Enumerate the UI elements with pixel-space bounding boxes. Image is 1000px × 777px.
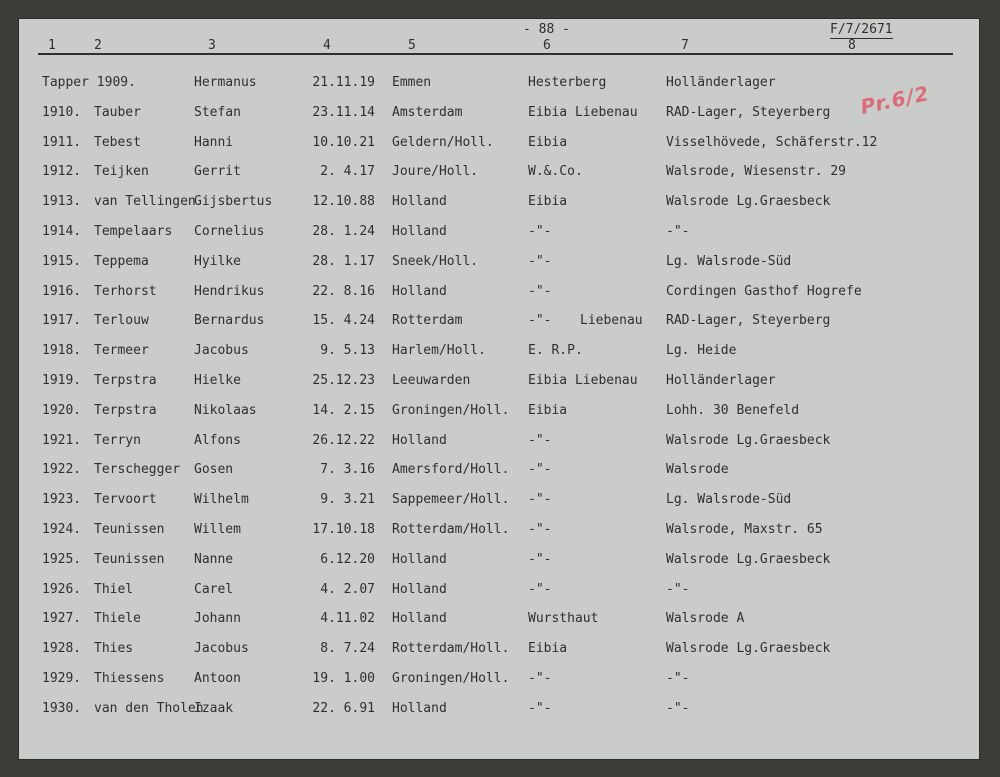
given-name: Jacobus: [194, 343, 249, 359]
birth-date: 14. 2.15: [312, 402, 375, 418]
page-number: - 88 -: [523, 22, 570, 37]
lodging: Walsrode: [666, 462, 729, 478]
birth-place: Harlem/Holl.: [392, 343, 486, 359]
column-number: 8: [848, 38, 856, 53]
birth-place: Holland: [392, 581, 447, 597]
lodging: Walsrode A: [666, 611, 745, 627]
lodging: Holländerlager: [666, 373, 776, 388]
birth-date: 4.11.02: [320, 611, 375, 627]
birth-date: 21.11.19: [312, 75, 375, 90]
birth-place: Holland: [392, 611, 447, 627]
table-row: [18, 641, 980, 661]
column-number: 5: [408, 38, 416, 53]
row-number: 1921.: [42, 432, 82, 448]
employer: Eibia: [528, 641, 568, 657]
birth-date: 22. 8.16: [312, 283, 375, 299]
birth-date: 17.10.18: [312, 522, 375, 537]
lodging: RAD-Lager, Steyerberg: [666, 104, 831, 120]
row-number: 1915.: [42, 253, 82, 269]
birth-date: 22. 6.91: [312, 700, 375, 716]
employer: -"-: [528, 492, 552, 508]
birth-place: Geldern/Holl.: [392, 134, 494, 150]
given-name: Izaak: [194, 700, 234, 716]
employer: Eibia Liebenau: [528, 104, 638, 120]
employer: Wursthaut: [528, 611, 599, 627]
birth-date: 9. 3.21: [320, 492, 375, 508]
birth-place: Groningen/Holl.: [392, 402, 510, 418]
given-name: Hielke: [194, 373, 241, 388]
birth-date: 23.11.14: [312, 104, 375, 120]
birth-place: Sappemeer/Holl.: [392, 492, 510, 508]
employer: -"-: [528, 313, 552, 329]
table-row: [18, 313, 980, 333]
surname: Terschegger: [94, 462, 181, 478]
table-row: [18, 75, 980, 95]
employer: -"-: [528, 462, 552, 478]
birth-place: Rotterdam/Holl.: [392, 641, 510, 657]
column-number: 6: [543, 38, 551, 53]
birth-place: Amsterdam: [392, 104, 463, 120]
surname: Terpstra: [94, 402, 157, 418]
employer: W.&.Co.: [528, 164, 583, 180]
table-row: [18, 224, 980, 244]
column-number: 3: [208, 38, 216, 53]
table-row: [18, 284, 980, 304]
table-row: [18, 522, 980, 542]
given-name: Hanni: [194, 134, 234, 150]
table-row: [18, 135, 980, 155]
table-row: [18, 701, 980, 721]
birth-place: Joure/Holl.: [392, 164, 479, 180]
row-number: 1924.: [42, 522, 82, 537]
row-number: 1922.: [42, 462, 82, 478]
birth-date: 4. 2.07: [320, 581, 375, 597]
employer: -"-: [528, 581, 552, 597]
row-number: 1927.: [42, 611, 82, 627]
row-number: 1916.: [42, 283, 82, 299]
lodging: Walsrode Lg.Graesbeck: [666, 551, 831, 567]
lodging: Walsrode, Wiesenstr. 29: [666, 164, 847, 180]
birth-place: Holland: [392, 194, 447, 210]
employer: Eibia Liebenau: [528, 373, 638, 388]
surname: Teunissen: [94, 551, 165, 567]
column-number: 2: [94, 38, 102, 53]
birth-date: 2. 4.17: [320, 164, 375, 180]
birth-place: Sneek/Holl.: [392, 253, 479, 269]
birth-date: 28. 1.24: [312, 224, 375, 239]
row-number: 1911.: [42, 134, 82, 150]
column-number: 1: [48, 38, 56, 53]
table-row: [18, 105, 980, 125]
employer: E. R.P.: [528, 343, 583, 359]
row-number: 1929.: [42, 671, 82, 686]
birth-date: 25.12.23: [312, 373, 375, 388]
row-number: 1913.: [42, 194, 82, 210]
surname: Terlouw: [94, 313, 149, 329]
row-number: 1912.: [42, 164, 82, 180]
employer: -"-: [528, 551, 552, 567]
birth-place: Groningen/Holl.: [392, 671, 510, 686]
column-number: 7: [681, 38, 689, 53]
lodging: -"-: [666, 581, 690, 597]
given-name: Nanne: [194, 551, 234, 567]
given-name: Stefan: [194, 104, 241, 120]
given-name: Antoon: [194, 671, 241, 686]
surname: Thiele: [94, 611, 141, 627]
surname: Terhorst: [94, 283, 157, 299]
row-number: 1928.: [42, 641, 82, 657]
given-name: Bernardus: [194, 313, 265, 329]
row-number: 1925.: [42, 551, 82, 567]
lodging: Lg. Walsrode-Süd: [666, 253, 792, 269]
employer-location: Liebenau: [580, 313, 643, 329]
table-row: [18, 671, 980, 691]
lodging: Lg. Heide: [666, 343, 737, 359]
surname: Teunissen: [94, 522, 165, 537]
row-number: 1914.: [42, 224, 82, 239]
table-row: [18, 194, 980, 214]
birth-place: Holland: [392, 432, 447, 448]
row-number: 1919.: [42, 373, 82, 388]
row-number: 1910.: [42, 104, 82, 120]
employer: Hesterberg: [528, 75, 607, 90]
row-number: 1920.: [42, 402, 82, 418]
birth-place: Emmen: [392, 75, 432, 90]
lodging: Walsrode Lg.Graesbeck: [666, 194, 831, 210]
employer: -"-: [528, 283, 552, 299]
surname: Termeer: [94, 343, 149, 359]
birth-date: 26.12.22: [312, 432, 375, 448]
given-name: Wilhelm: [194, 492, 249, 508]
table-row: [18, 403, 980, 423]
employer: -"-: [528, 700, 552, 716]
surname: Thiel: [94, 581, 134, 597]
given-name: Gosen: [194, 462, 234, 478]
surname: Terryn: [94, 432, 141, 448]
document-page: [18, 18, 980, 760]
given-name: Gerrit: [194, 164, 241, 180]
birth-place: Holland: [392, 700, 447, 716]
given-name: Johann: [194, 611, 241, 627]
given-name: Hyilke: [194, 253, 241, 269]
surname: Tervoort: [94, 492, 157, 508]
lodging: Lohh. 30 Benefeld: [666, 402, 800, 418]
lodging: Holländerlager: [666, 75, 776, 90]
surname: van Tellingen: [94, 194, 196, 210]
birth-place: Rotterdam/Holl.: [392, 522, 510, 537]
given-name: Hermanus: [194, 75, 257, 90]
given-name: Nikolaas: [194, 402, 257, 418]
lodging: Walsrode Lg.Graesbeck: [666, 432, 831, 448]
given-name: Gijsbertus: [194, 194, 273, 210]
table-row: [18, 582, 980, 602]
birth-place: Leeuwarden: [392, 373, 471, 388]
surname: Tempelaars: [94, 224, 173, 239]
given-name: Carel: [194, 581, 234, 597]
lodging: -"-: [666, 671, 690, 686]
row-number: 1918.: [42, 343, 82, 359]
birth-place: Rotterdam: [392, 313, 463, 329]
lodging: Visselhövede, Schäferstr.12: [666, 134, 878, 150]
employer: -"-: [528, 224, 552, 239]
row-number: 1923.: [42, 492, 82, 508]
birth-date: 9. 5.13: [320, 343, 375, 359]
given-name: Willem: [194, 522, 241, 537]
birth-date: 12.10.88: [312, 194, 375, 210]
surname: Teppema: [94, 253, 149, 269]
birth-date: 7. 3.16: [320, 462, 375, 478]
surname: Teijken: [94, 164, 149, 180]
header-rule: [38, 53, 953, 55]
lodging: -"-: [666, 700, 690, 716]
surname: Terpstra: [94, 373, 157, 388]
table-row: [18, 552, 980, 572]
surname: van den Tholen: [94, 700, 204, 716]
column-number: 4: [323, 38, 331, 53]
birth-place: Holland: [392, 551, 447, 567]
employer: -"-: [528, 432, 552, 448]
reference-number: F/7/2671: [830, 22, 893, 37]
table-row: [18, 462, 980, 482]
given-name: Cornelius: [194, 224, 265, 239]
birth-date: 19. 1.00: [312, 671, 375, 686]
given-name: Alfons: [194, 432, 241, 448]
table-row: [18, 254, 980, 274]
lodging: Lg. Walsrode-Süd: [666, 492, 792, 508]
employer: Eibia: [528, 134, 568, 150]
employer: -"-: [528, 522, 552, 537]
row-number: 1930.: [42, 700, 82, 716]
birth-date: 15. 4.24: [312, 313, 375, 329]
lodging: Walsrode Lg.Graesbeck: [666, 641, 831, 657]
table-row: [18, 611, 980, 631]
surname: Tebest: [94, 134, 141, 150]
lodging: -"-: [666, 224, 690, 239]
lodging: Walsrode, Maxstr. 65: [666, 522, 823, 537]
employer: Eibia: [528, 402, 568, 418]
table-row: [18, 373, 980, 393]
row-number: Tapper 1909.: [42, 75, 136, 90]
given-name: Jacobus: [194, 641, 249, 657]
row-number: 1917.: [42, 313, 82, 329]
surname: Thiessens: [94, 671, 165, 686]
row-number: 1926.: [42, 581, 82, 597]
table-row: [18, 492, 980, 512]
employer: -"-: [528, 253, 552, 269]
table-row: [18, 433, 980, 453]
employer: Eibia: [528, 194, 568, 210]
handwritten-stamp: Pr.6/2: [858, 81, 932, 119]
birth-date: 28. 1.17: [312, 253, 375, 269]
surname: Tauber: [94, 104, 141, 120]
birth-place: Holland: [392, 224, 447, 239]
birth-date: 8. 7.24: [320, 641, 375, 657]
table-row: [18, 343, 980, 363]
lodging: Cordingen Gasthof Hogrefe: [666, 283, 862, 299]
given-name: Hendrikus: [194, 283, 265, 299]
lodging: RAD-Lager, Steyerberg: [666, 313, 831, 329]
table-row: [18, 164, 980, 184]
birth-date: 6.12.20: [320, 551, 375, 567]
birth-place: Amersford/Holl.: [392, 462, 510, 478]
birth-date: 10.10.21: [312, 134, 375, 150]
birth-place: Holland: [392, 283, 447, 299]
surname: Thies: [94, 641, 134, 657]
employer: -"-: [528, 671, 552, 686]
